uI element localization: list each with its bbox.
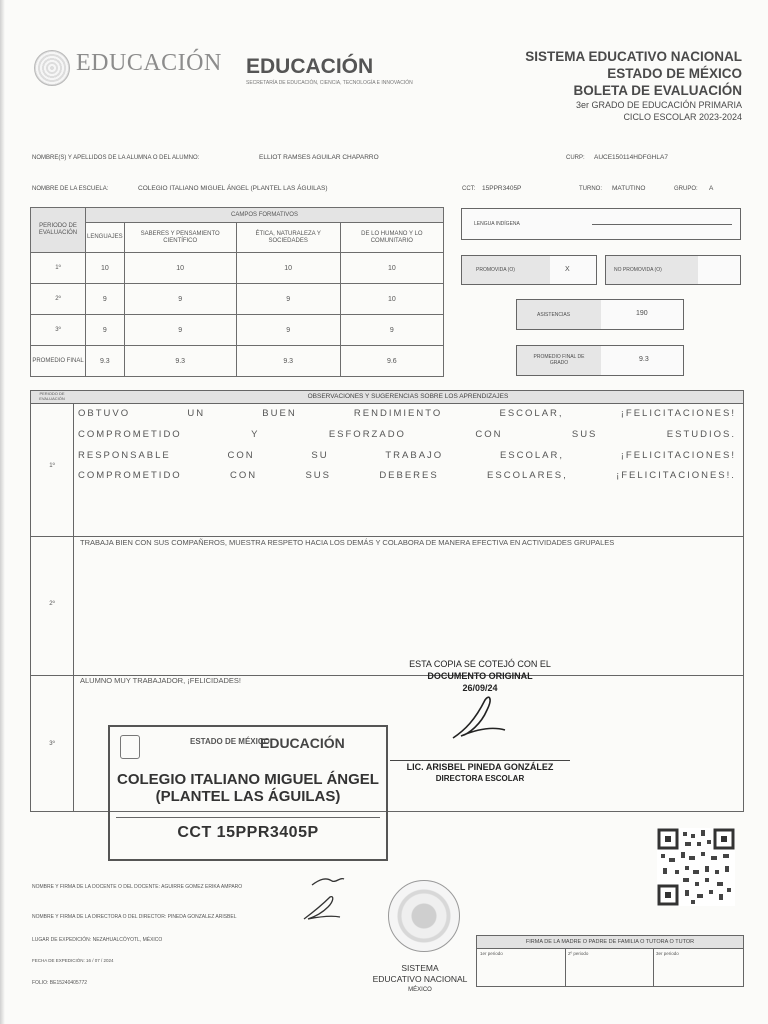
stamp-state-label: ESTADO DE MÉXICO [190,737,270,746]
turno-value: MATUTINO [612,185,646,192]
grade-cell: 10 [86,253,125,284]
education-logo-mid [246,55,456,89]
lengua-line [592,224,732,225]
obs-period-3: 3º [49,741,55,747]
grade-cell: 9 [124,284,236,315]
logo-left-title: EDUCACIÓN [76,50,222,76]
header-system: SISTEMA EDUCATIVO NACIONAL [525,49,742,64]
grade-cell: 10 [124,253,236,284]
directora-line: NOMBRE Y FIRMA DE LA DIRECTORA O DEL DIRECTOR: PINEDA GONZALEZ ARISBEL [32,914,237,920]
header-grade: 3er GRADO DE EDUCACIÓN PRIMARIA [575,100,742,110]
grade-cell: 9.3 [86,346,125,377]
period-cell: PROMEDIO FINAL [31,346,86,377]
period-header: PERIODO DE EVALUACIÓN [31,208,86,253]
lugar-line: LUGAR DE EXPEDICIÓN: NEZAHUALCÓYOTL, MÉXICO [32,937,163,943]
certification-note [380,658,580,694]
obs-column-divider [73,403,74,811]
obs-period-header: PERIODO DE EVALUACIÓN [31,391,74,404]
campos-header: CAMPOS FORMATIVOS [86,208,444,223]
page-edge-shadow [0,0,5,1024]
obs-p1-line: RESPONSABLE CON SU TRABAJO ESCOLAR, ¡FELICITACIONES! [78,450,736,461]
asistencias-value: 190 [636,310,648,317]
lengua-label: LENGUA INDÍGENA [474,221,520,227]
obs-period-2: 2º [49,601,55,607]
signature-icon [445,690,515,745]
obs-p3-text: ALUMNO MUY TRABAJADOR, ¡FELICIDADES! [80,676,242,685]
parent-signature-header: FIRMA DE LA MADRE O PADRE DE FAMILIA O TUTORA O TUTOR [477,936,743,949]
obs-p1-line: COMPROMETIDO CON SUS DEBERES ESCOLARES, ¡FELICITACIONES!. [78,470,736,481]
period-cell: 3º [31,315,86,346]
docente-signature-icon [310,873,346,889]
stamp-logos [120,733,380,763]
header-state: ESTADO DE MÉXICO [607,66,742,81]
state-emblem-icon [120,735,140,759]
grade-cell: 9 [236,315,340,346]
stamp-school-name: COLEGIO ITALIANO MIGUEL ÁNGEL (PLANTEL LAS ÁGUILAS) [117,771,379,805]
grade-cell: 9 [124,315,236,346]
asistencias-label: ASISTENCIAS [537,312,571,318]
signer-name: LIC. ARISBEL PINEDA GONZÁLEZ [390,760,570,772]
header-cycle: CICLO ESCOLAR 2023-2024 [623,112,742,122]
promedio-final-value: 9.3 [639,356,649,363]
school-name: COLEGIO ITALIANO MIGUEL ÁNGEL (PLANTEL LAS ÁGUILAS) [138,185,328,192]
table-row [31,284,444,315]
no-promovida-box [605,255,741,285]
docente-line: NOMBRE Y FIRMA DE LA DOCENTE O DEL DOCENTE: AGUIRRE GOMEZ ERIKA AMPARO [32,884,243,890]
grade-cell: 9 [86,284,125,315]
promovida-mark: X [565,266,570,273]
obs-row-divider [31,536,743,537]
header-title: BOLETA DE EVALUACIÓN [573,83,742,98]
director-signature-block [390,760,570,783]
fecha-line: FECHA DE EXPEDICIÓN: 16 / 07 / 2024 [32,958,114,963]
student-name: ELLIOT RAMSES AGUILAR CHAPARRO [259,154,379,161]
cert-line2: DOCUMENTO ORIGINAL [427,671,533,681]
grade-cell: 9 [86,315,125,346]
parent-period-1: 1er periodo [477,948,566,986]
table-row [31,253,444,284]
parent-period-3: 3er periodo [656,951,679,956]
document-header [525,48,742,123]
grade-cell: 9.3 [236,346,340,377]
turno-label: TURNO: [579,186,602,192]
grupo-label: GRUPO: [674,186,698,192]
obs-p1-line: COMPROMETIDO Y ESFORZADO CON SUS ESTUDIOS. [78,429,736,440]
grade-cell: 9.3 [124,346,236,377]
grade-cell: 10 [236,253,340,284]
promovida-box [461,255,597,285]
school-label: NOMBRE DE LA ESCUELA: [32,186,109,192]
curp-value: AUCE150114HDFGHLA7 [594,154,668,161]
obs-p2-text: TRABAJA BIEN CON SUS COMPAÑEROS, MUESTRA RESPETO HACIA LOS DEMÁS Y COLABORA DE MANERA EFECTIVA EN ACTIVIDADES GRUPALES [80,538,615,547]
column-header: LENGUAJES [86,223,125,253]
curp-label: CURP: [566,155,585,161]
qr-code-icon [657,828,735,906]
column-header: SABERES Y PENSAMIENTO CIENTÍFICO [124,223,236,253]
grade-cell: 10 [340,253,443,284]
period-cell: 2º [31,284,86,315]
student-name-label: NOMBRE(S) Y APELLIDOS DE LA ALUMNA O DEL ALUMNO: [32,155,200,161]
promedio-final-label: PROMEDIO FINAL DE GRADO [533,354,585,366]
promovida-label: PROMOVIDA (O) [476,267,515,273]
education-logo-left [30,50,230,94]
sistema-educativo-label: SISTEMA EDUCATIVO NACIONAL MÉXICO [372,963,468,993]
cert-line1: ESTA COPIA SE COTEJÓ CON EL [409,659,551,669]
table-row [31,346,444,377]
folio-line: FOLIO: BE15240405772 [32,980,88,986]
logo-mid-subtitle: SECRETARÍA DE EDUCACIÓN, CIENCIA, TECNOLOGÍA E INNOVACIÓN [246,80,413,86]
coat-of-arms-icon [34,50,70,86]
directora-signature-icon [300,893,342,923]
national-seal-icon [388,880,460,952]
lengua-indigena-box [461,208,741,240]
grade-cell: 10 [340,284,443,315]
cct-label: CCT: [462,186,476,192]
logo-mid-title: EDUCACIÓN [246,55,374,78]
obs-p1-line: OBTUVO UN BUEN RENDIMIENTO ESCOLAR, ¡FELICITACIONES! [78,408,736,419]
obs-period-1: 1º [49,463,55,469]
parent-signature-table [476,935,744,987]
asistencias-box [516,299,684,330]
table-row [31,315,444,346]
grade-cell: 9 [340,315,443,346]
no-promovida-label: NO PROMOVIDA (O) [614,267,662,273]
signer-role: DIRECTORA ESCOLAR [435,774,525,783]
column-header: ÉTICA, NATURALEZA Y SOCIEDADES [236,223,340,253]
cert-date: 26/09/24 [462,683,498,693]
grade-cell: 9 [236,284,340,315]
period-cell: 1º [31,253,86,284]
obs-header: OBSERVACIONES Y SUGERENCIAS SOBRE LOS APRENDIZAJES [73,391,743,404]
parent-period-2: 2º periodo [565,948,654,986]
stamp-cct: CCT 15PPR3405P [116,817,380,848]
school-stamp [108,725,388,861]
promedio-final-box [516,345,684,376]
stamp-edu-label: EDUCACIÓN [260,735,345,751]
column-header: DE LO HUMANO Y LO COMUNITARIO [340,223,443,253]
grupo-value: A [709,185,714,192]
cct-value: 15PPR3405P [482,185,522,192]
grade-cell: 9.6 [340,346,443,377]
grades-table [30,207,444,377]
